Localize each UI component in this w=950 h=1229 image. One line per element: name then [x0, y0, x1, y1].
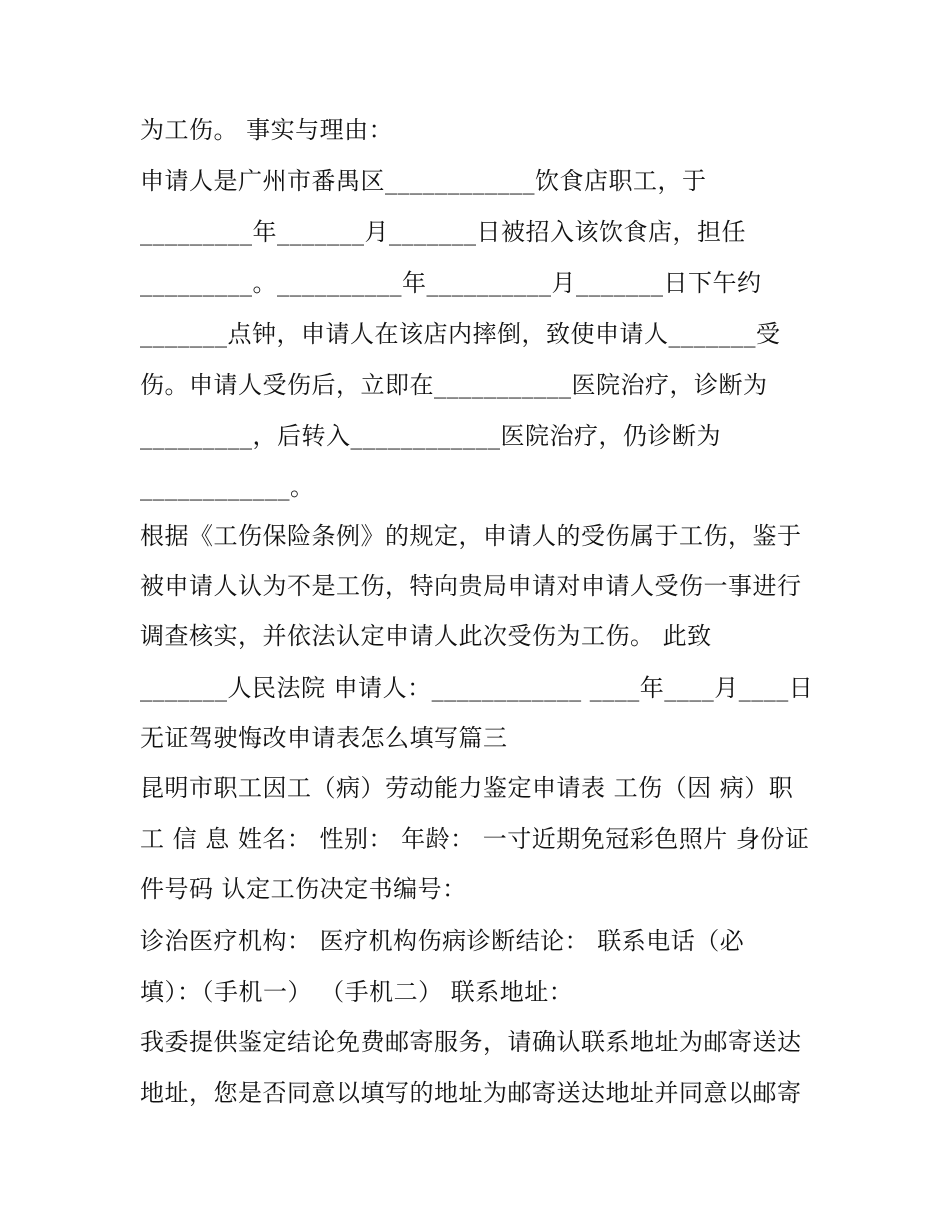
text-line: 地址，您是否同意以填写的地址为邮寄送达地址并同意以邮寄	[140, 1079, 802, 1107]
text-line: _________。__________年__________月_______日下午约	[140, 269, 762, 297]
text-line: ____________。	[140, 473, 315, 501]
text-line: 填）：（手机一） （手机二） 联系地址：	[140, 978, 574, 1006]
text-line: 根据《工伤保险条例》的规定，申请人的受伤属于工伤，鉴于	[140, 522, 802, 550]
text-line: 申请人是广州市番禺区____________饮食店职工，于	[140, 167, 707, 195]
text-line: 为工伤。 事实与理由：	[140, 116, 394, 144]
text-line: 伤。申请人受伤后，立即在___________医院治疗，诊断为	[140, 371, 768, 399]
section-heading: 无证驾驶悔改申请表怎么填写篇三	[140, 724, 508, 752]
text-line: _________，后转入____________医院治疗，仍诊断为	[140, 422, 721, 450]
text-line: _________年_______月_______日被招入该饮食店，担任	[140, 218, 746, 246]
text-line: 件号码 认定工伤决定书编号：	[140, 875, 467, 903]
text-line: 我委提供鉴定结论免费邮寄服务，请确认联系地址为邮寄送达	[140, 1028, 802, 1056]
text-line: 被申请人认为不是工伤，特向贵局申请对申请人受伤一事进行	[140, 572, 802, 600]
text-line: 诊治医疗机构： 医疗机构伤病诊断结论： 联系电话（必	[140, 927, 745, 955]
text-line: 工 信 息 姓名： 性别： 年龄： 一寸近期免冠彩色照片 身份证	[140, 825, 810, 853]
text-line: _______人民法院 申请人：____________ ____年____月____日	[140, 674, 814, 702]
text-line: 调查核实，并依法认定申请人此次受伤为工伤。 此致	[140, 622, 712, 650]
text-line: _______点钟，申请人在该店内摔倒，致使申请人_______受	[140, 320, 781, 348]
text-line: 昆明市职工因工（病）劳动能力鉴定申请表 工伤（因 病）职	[140, 774, 794, 802]
